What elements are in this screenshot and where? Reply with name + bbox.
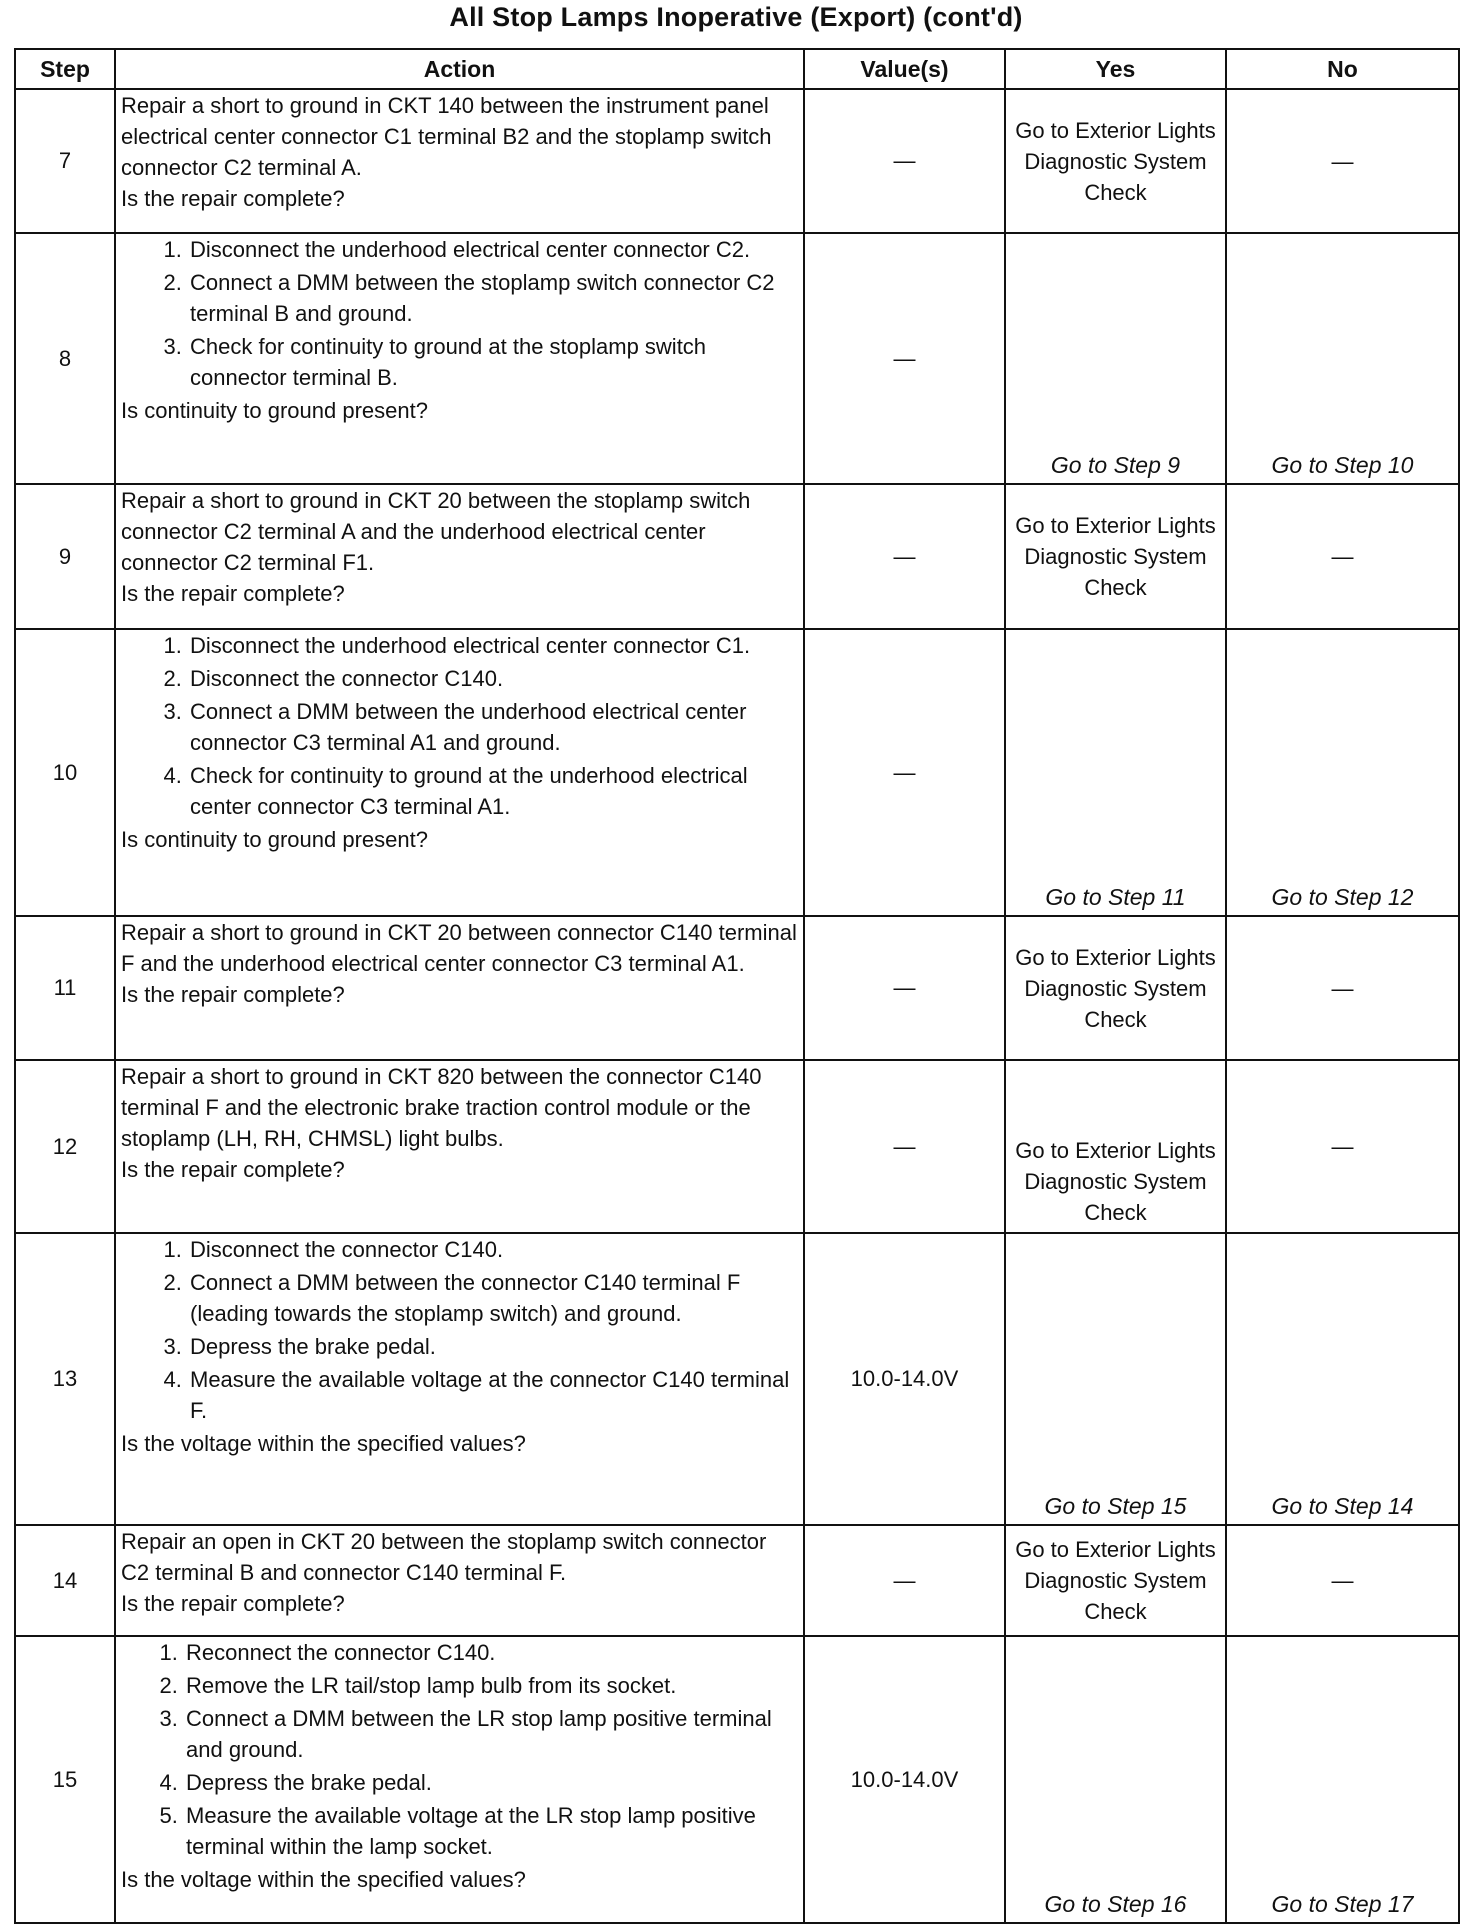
action-cell xyxy=(115,1233,804,1525)
no-cell xyxy=(1226,629,1459,916)
step-number: 13 xyxy=(15,1233,115,1525)
action-question: Is the repair complete? xyxy=(121,982,345,1007)
yes-cell: Go to Exterior Lights Diagnostic System Check xyxy=(1005,89,1226,233)
step-number: 9 xyxy=(15,484,115,629)
table-row-step-15 xyxy=(15,1636,1459,1923)
value-cell: — xyxy=(804,1525,1005,1636)
action-cell xyxy=(115,1636,804,1923)
action-steps-list xyxy=(121,234,797,393)
yes-goto: Go to Step 11 xyxy=(1045,884,1186,910)
action-question: Is continuity to ground present? xyxy=(121,398,428,423)
action-text: Repair an open in CKT 20 between the stoplamp switch connector C2 terminal B and connector C140 terminal F. xyxy=(121,1529,767,1585)
action-cell xyxy=(115,916,804,1060)
action-cell xyxy=(115,629,804,916)
yes-cell: Go to Exterior Lights Diagnostic System Check xyxy=(1005,916,1226,1060)
diagnostic-table xyxy=(14,48,1460,1924)
yes-goto: Go to Step 9 xyxy=(1050,452,1181,478)
action-cell xyxy=(115,233,804,484)
no-cell xyxy=(1226,1233,1459,1525)
yes-cell: Go to Exterior Lights Diagnostic System Check xyxy=(1005,1525,1226,1636)
no-cell: — xyxy=(1226,916,1459,1060)
action-question: Is the repair complete? xyxy=(121,581,345,606)
yes-cell xyxy=(1005,1233,1226,1525)
action-steps-list xyxy=(121,1234,797,1426)
action-cell xyxy=(115,89,804,233)
no-cell: — xyxy=(1226,1060,1459,1233)
action-step-item: 3. Depress the brake pedal. xyxy=(188,1331,797,1362)
table-row-step-13 xyxy=(15,1233,1459,1525)
table-row-step-8 xyxy=(15,233,1459,484)
no-cell xyxy=(1226,1636,1459,1923)
action-cell xyxy=(115,484,804,629)
table-header-row xyxy=(15,49,1459,89)
action-question: Is the repair complete? xyxy=(121,1157,345,1182)
action-step-item: 2. Connect a DMM between the connector C140 terminal F (leading towards the stoplamp switch) and ground. xyxy=(188,1267,797,1329)
action-cell xyxy=(115,1525,804,1636)
column-header-values: Value(s) xyxy=(804,49,1005,89)
column-header-no: No xyxy=(1226,49,1459,89)
yes-cell xyxy=(1005,629,1226,916)
no-goto: Go to Step 10 xyxy=(1271,452,1414,478)
action-text: Repair a short to ground in CKT 820 between the connector C140 terminal F and the electronic brake traction control module or the stoplamp (LH, RH, CHMSL) light bulbs. xyxy=(121,1064,762,1151)
action-step-item: 1. Disconnect the underhood electrical center connector C2. xyxy=(188,234,797,265)
step-number: 7 xyxy=(15,89,115,233)
action-steps-list xyxy=(121,630,797,822)
no-goto: Go to Step 17 xyxy=(1271,1891,1414,1917)
value-cell: — xyxy=(804,1060,1005,1233)
step-number: 14 xyxy=(15,1525,115,1636)
step-number: 8 xyxy=(15,233,115,484)
no-goto: Go to Step 14 xyxy=(1271,1493,1414,1519)
action-step-item: 4. Depress the brake pedal. xyxy=(184,1767,797,1798)
value-cell: — xyxy=(804,916,1005,1060)
action-question: Is the voltage within the specified values? xyxy=(121,1431,526,1456)
table-row-step-7 xyxy=(15,89,1459,233)
action-step-item: 3. Connect a DMM between the underhood electrical center connector C3 terminal A1 and ground. xyxy=(188,696,797,758)
yes-goto: Go to Step 16 xyxy=(1044,1891,1187,1917)
no-cell: — xyxy=(1226,484,1459,629)
action-step-item: 2. Disconnect the connector C140. xyxy=(188,663,797,694)
yes-cell: Go to Exterior Lights Diagnostic System Check xyxy=(1005,1060,1226,1233)
value-cell: 10.0-14.0V xyxy=(804,1636,1005,1923)
value-cell: — xyxy=(804,629,1005,916)
yes-goto: Go to Step 15 xyxy=(1044,1493,1187,1519)
action-steps-list xyxy=(121,1637,797,1862)
action-step-item: 3. Connect a DMM between the LR stop lamp positive terminal and ground. xyxy=(184,1703,797,1765)
action-step-item: 1. Disconnect the underhood electrical center connector C1. xyxy=(188,630,797,661)
step-number: 15 xyxy=(15,1636,115,1923)
table-row-step-11 xyxy=(15,916,1459,1060)
page-title: All Stop Lamps Inoperative (Export) (cont'd) xyxy=(449,2,1023,32)
column-header-step: Step xyxy=(15,49,115,89)
action-question: Is the voltage within the specified values? xyxy=(121,1867,526,1892)
action-step-item: 2. Remove the LR tail/stop lamp bulb from its socket. xyxy=(184,1670,797,1701)
yes-cell xyxy=(1005,1636,1226,1923)
action-step-item: 1. Reconnect the connector C140. xyxy=(184,1637,797,1668)
action-step-item: 3. Check for continuity to ground at the stoplamp switch connector terminal B. xyxy=(188,331,797,393)
no-cell: — xyxy=(1226,89,1459,233)
action-text: Repair a short to ground in CKT 20 between connector C140 terminal F and the underhood electrical center connector C3 terminal A1. xyxy=(121,920,797,976)
yes-cell xyxy=(1005,233,1226,484)
action-step-item: 5. Measure the available voltage at the LR stop lamp positive terminal within the lamp socket. xyxy=(184,1800,797,1862)
action-text: Repair a short to ground in CKT 140 between the instrument panel electrical center connector C1 terminal B2 and the stoplamp switch connector C2 terminal A. xyxy=(121,93,772,180)
value-cell: 10.0-14.0V xyxy=(804,1233,1005,1525)
no-cell: — xyxy=(1226,1525,1459,1636)
no-goto: Go to Step 12 xyxy=(1271,884,1414,910)
yes-cell: Go to Exterior Lights Diagnostic System Check xyxy=(1005,484,1226,629)
value-cell: — xyxy=(804,233,1005,484)
step-number: 11 xyxy=(15,916,115,1060)
value-cell: — xyxy=(804,89,1005,233)
action-step-item: 4. Measure the available voltage at the connector C140 terminal F. xyxy=(188,1364,797,1426)
no-cell xyxy=(1226,233,1459,484)
action-step-item: 1. Disconnect the connector C140. xyxy=(188,1234,797,1265)
table-row-step-14 xyxy=(15,1525,1459,1636)
value-cell: — xyxy=(804,484,1005,629)
table-row-step-9 xyxy=(15,484,1459,629)
action-cell xyxy=(115,1060,804,1233)
action-question: Is the repair complete? xyxy=(121,1591,345,1616)
action-question: Is continuity to ground present? xyxy=(121,827,428,852)
action-step-item: 2. Connect a DMM between the stoplamp switch connector C2 terminal B and ground. xyxy=(188,267,797,329)
table-row-step-10 xyxy=(15,629,1459,916)
action-step-item: 4. Check for continuity to ground at the underhood electrical center connector C3 terminal A1. xyxy=(188,760,797,822)
column-header-action: Action xyxy=(115,49,804,89)
action-text: Repair a short to ground in CKT 20 between the stoplamp switch connector C2 terminal A and the underhood electrical center connector C2 terminal F1. xyxy=(121,488,751,575)
step-number: 10 xyxy=(15,629,115,916)
step-number: 12 xyxy=(15,1060,115,1233)
column-header-yes: Yes xyxy=(1005,49,1226,89)
table-row-step-12 xyxy=(15,1060,1459,1233)
action-question: Is the repair complete? xyxy=(121,186,345,211)
